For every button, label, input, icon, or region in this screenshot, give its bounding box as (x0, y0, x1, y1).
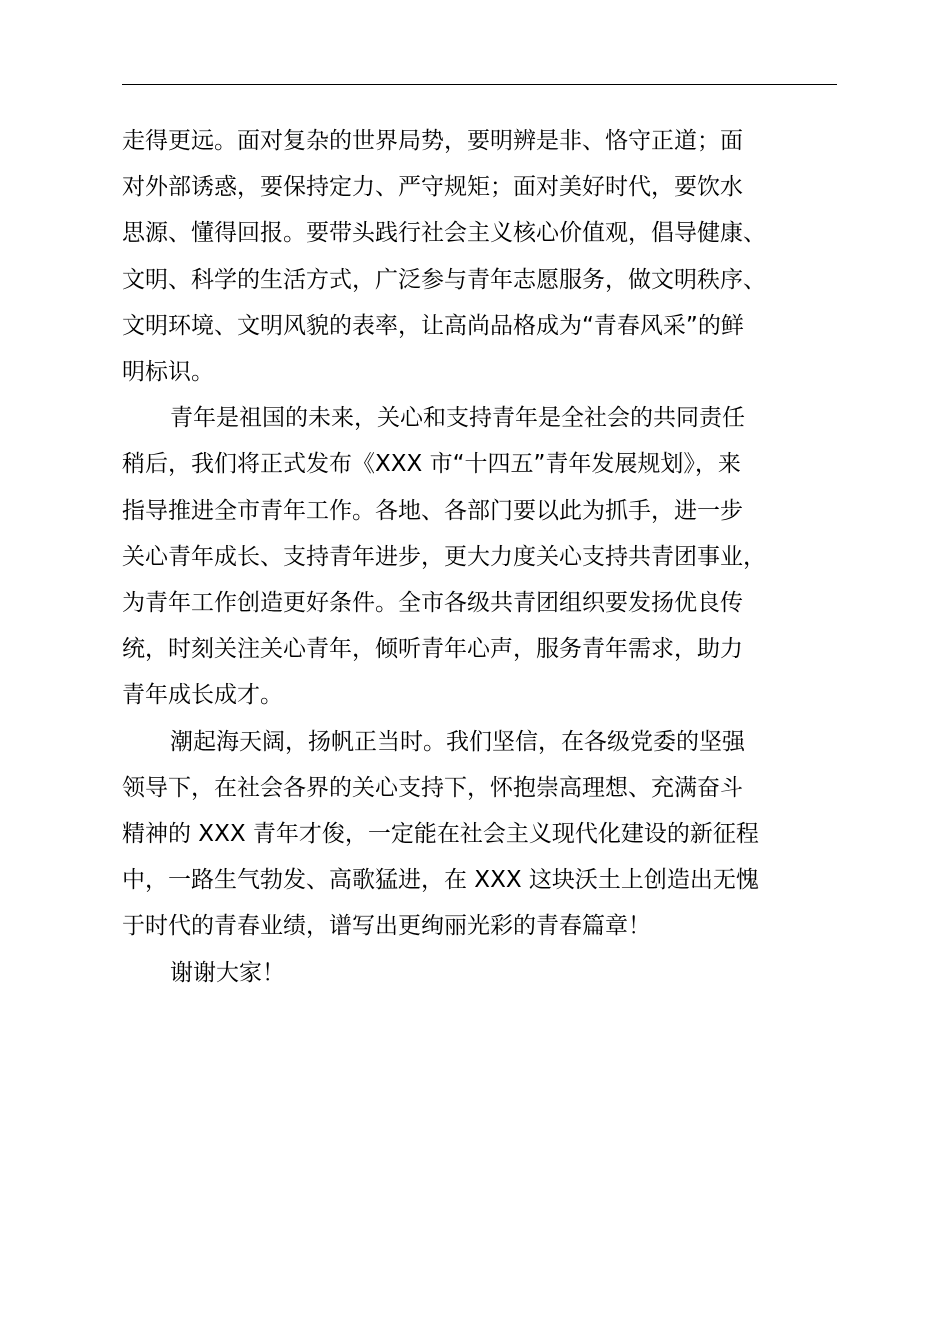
text-line: 青年是祖国的未来，关心和支持青年是全社会的共同责任 (170, 405, 745, 432)
text-line: 中，一路生气勃发、高歌猛进，在 XXX 这块沃土上创造出无愧 (122, 867, 759, 894)
closing-line: 谢谢大家！ (170, 959, 285, 986)
document-body (122, 118, 862, 996)
text-line: 于时代的青春业绩，谱写出更绚丽光彩的青春篇章！ (122, 913, 651, 940)
text-line: 稍后，我们将正式发布《XXX 市“十四五”青年发展规划》，来 (122, 451, 741, 478)
text-line: 对外部诱惑，要保持定力、严守规矩；面对美好时代，要饮水 (122, 174, 743, 201)
closing-paragraph (122, 950, 862, 996)
text-line: 关心青年成长、支持青年进步，更大力度关心支持共青团事业， (122, 543, 766, 570)
paragraph-3 (122, 719, 862, 950)
text-line: 为青年工作创造更好条件。全市各级共青团组织要发扬优良传 (122, 590, 743, 617)
text-line: 统，时刻关注关心青年，倾听青年心声，服务青年需求，助力 (122, 636, 743, 663)
text-line: 领导下，在社会各界的关心支持下，怀抱崇高理想、充满奋斗 (122, 774, 743, 801)
text-line: 走得更远。面对复杂的世界局势，要明辨是非、恪守正道；面 (122, 128, 743, 154)
paragraph-1 (122, 118, 862, 395)
text-line: 思源、懂得回报。要带头践行社会主义核心价值观，倡导健康、 (122, 220, 766, 247)
text-line: 明标识。 (122, 359, 214, 386)
header-rule (122, 84, 837, 85)
text-line: 潮起海天阔，扬帆正当时。我们坚信，在各级党委的坚强 (170, 728, 745, 755)
paragraph-2 (122, 395, 862, 718)
text-line: 青年成长成才。 (122, 682, 283, 709)
text-line: 文明、科学的生活方式，广泛参与青年志愿服务，做文明秩序、 (122, 266, 766, 293)
text-line: 精神的 XXX 青年才俊，一定能在社会主义现代化建设的新征程 (122, 821, 759, 848)
text-line: 文明环境、文明风貌的表率，让高尚品格成为“青春风采”的鲜 (122, 312, 744, 339)
text-line: 指导推进全市青年工作。各地、各部门要以此为抓手，进一步 (122, 497, 743, 524)
